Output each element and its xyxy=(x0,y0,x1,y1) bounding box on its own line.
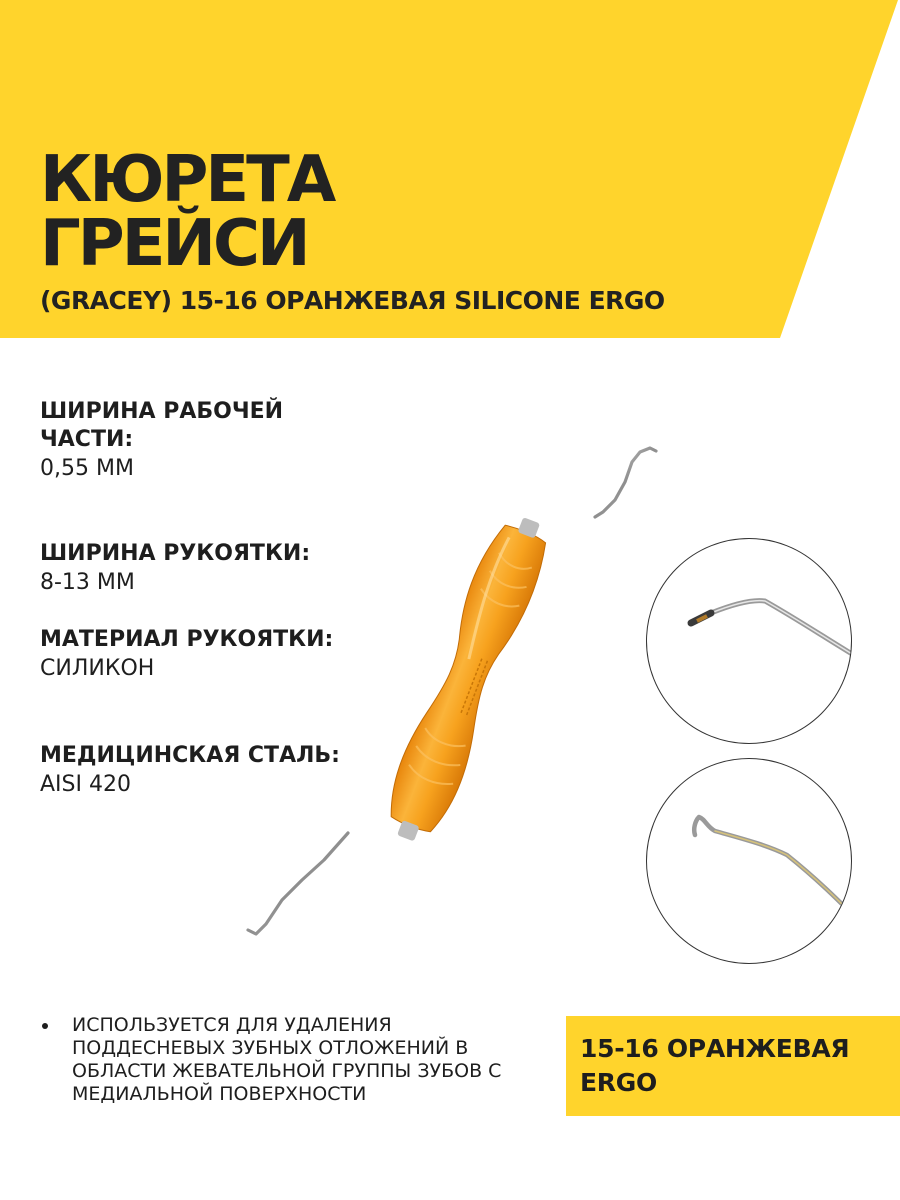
page-subtitle: (GRACEY) 15-16 ОРАНЖЕВАЯ SILICONE ERGO xyxy=(40,286,665,315)
page-title xyxy=(40,143,334,281)
spec-value: AISI 420 xyxy=(40,772,131,797)
spec-label: ШИРИНА РАБОЧЕЙ ЧАСТИ: xyxy=(40,399,284,452)
spec-label: МАТЕРИАЛ РУКОЯТКИ: xyxy=(40,627,334,652)
description-list xyxy=(40,1014,540,1106)
spec-value: 0,55 ММ xyxy=(40,456,134,481)
tip-closeup-2 xyxy=(646,758,852,964)
product-image xyxy=(230,440,670,950)
spec-label: МЕДИЦИНСКАЯ СТАЛЬ: xyxy=(40,743,340,768)
curette-tip-closeup-1 xyxy=(647,539,852,744)
spec-label: ШИРИНА РУКОЯТКИ: xyxy=(40,541,311,566)
badge-label: 15-16 ОРАНЖЕВАЯ ERGO xyxy=(580,1034,850,1097)
title-line-2: ГРЕЙСИ xyxy=(40,207,308,281)
model-badge xyxy=(566,1016,900,1116)
curette-tip-closeup-2 xyxy=(647,759,852,964)
title-line-1: КЮРЕТА xyxy=(40,143,334,217)
tip-closeup-1 xyxy=(646,538,852,744)
dental-curette-icon xyxy=(230,440,670,950)
description-item: ИСПОЛЬЗУЕТСЯ ДЛЯ УДАЛЕНИЯ ПОДДЕСНЕВЫХ ЗУБНЫХ ОТЛОЖЕНИЙ В ОБЛАСТИ ЖЕВАТЕЛЬНОЙ ГРУППЫ ЗУБОВ С МЕДИАЛЬНОЙ ПОВЕРХНОСТИ xyxy=(40,1014,540,1106)
spec-value: СИЛИКОН xyxy=(40,656,155,681)
spec-value: 8-13 ММ xyxy=(40,570,135,595)
